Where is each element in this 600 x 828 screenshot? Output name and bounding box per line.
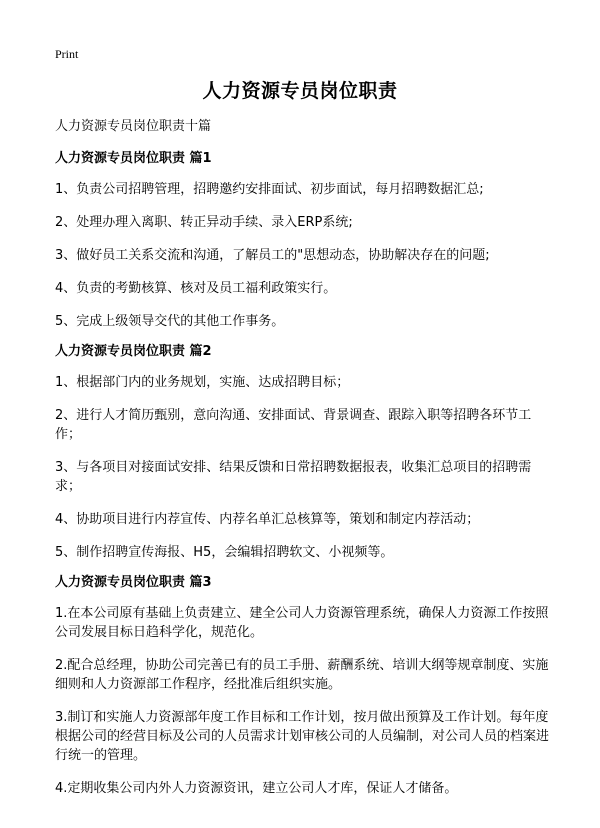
section-heading: 人力资源专员岗位职责 篇1 bbox=[55, 151, 212, 166]
document-title: 人力资源专员岗位职责 bbox=[202, 81, 398, 102]
list-item: 3、与各项目对接面试安排、结果反馈和日常招聘数据报表，收集汇总项目的招聘需求； bbox=[55, 460, 532, 494]
list-item: 1、根据部门内的业务规划，实施、达成招聘目标； bbox=[55, 375, 350, 390]
list-item: 5、完成上级领导交代的其他工作事务。 bbox=[55, 314, 285, 329]
section-heading: 人力资源专员岗位职责 篇2 bbox=[55, 344, 212, 359]
document-body bbox=[55, 118, 555, 812]
list-item: 4、协助项目进行内荐宣传、内荐名单汇总核算等，策划和制定内荐活动； bbox=[55, 512, 480, 527]
list-item: 2、处理办理入离职、转正异动手续、录入ERP系统; bbox=[55, 215, 353, 230]
section-heading: 人力资源专员岗位职责 篇3 bbox=[55, 575, 212, 590]
list-item: 3、做好员工关系交流和沟通，了解员工的"思想动态，协助解决存在的问题; bbox=[55, 248, 490, 263]
document-subtitle: 人力资源专员岗位职责十篇 bbox=[55, 119, 212, 134]
list-item: 2、进行人才简历甄别，意向沟通、安排面试、背景调查、跟踪入职等招聘各环节工作； bbox=[55, 408, 532, 442]
list-item: 1、负责公司招聘管理，招聘邀约安排面试、初步面试，每月招聘数据汇总; bbox=[55, 182, 484, 197]
section-2 bbox=[55, 343, 555, 562]
section-3 bbox=[55, 574, 555, 798]
list-item: 3.制订和实施人力资源部年度工作目标和工作计划，按月做出预算及工作计划。每年度根据公司的经营目标及公司的人员需求计划审核公司的人员编制，对公司人员的档案进行统一的管理。 bbox=[55, 710, 550, 763]
list-item: 5、制作招聘宣传海报、H5，会编辑招聘软文、小视频等。 bbox=[55, 545, 394, 560]
list-item: 4.定期收集公司内外人力资源资讯，建立公司人才库，保证人才储备。 bbox=[55, 781, 458, 796]
list-item: 2.配合总经理，协助公司完善已有的员工手册、薪酬系统、培训大纲等规章制度、实施细则和人力资源部工作程序，经批准后组织实施。 bbox=[55, 658, 549, 692]
list-item: 1.在本公司原有基础上负责建立、建全公司人力资源管理系统，确保人力资源工作按照公司发展目标日趋科学化，规范化。 bbox=[55, 606, 549, 640]
print-label: Print bbox=[55, 47, 79, 61]
section-1 bbox=[55, 150, 555, 331]
list-item: 4、负责的考勤核算、核对及员工福利政策实行。 bbox=[55, 281, 337, 296]
